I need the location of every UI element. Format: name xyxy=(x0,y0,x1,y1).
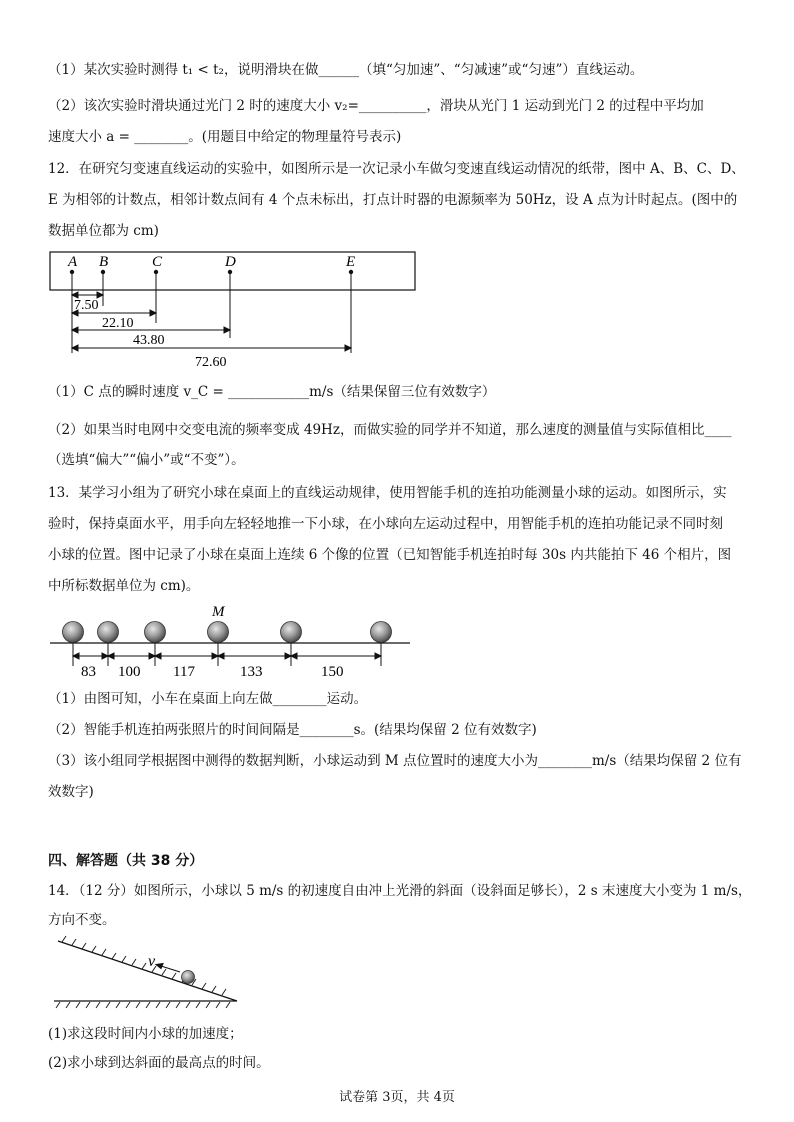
section-title: 四、解答题（共 38 分） xyxy=(48,853,204,869)
tape-label-a: A xyxy=(68,254,78,270)
tape-label-d: D xyxy=(225,254,236,270)
ball-6 xyxy=(371,622,392,643)
q12-part2-line1: （2）如果当时电网中交变电流的频率变成 49Hz，而做实验的同学并不知道，那么速度的测量值与实际值相比____ xyxy=(48,422,732,438)
gap-1: 83 xyxy=(81,664,96,680)
ball-m xyxy=(208,622,229,643)
velocity-label: v xyxy=(148,953,156,970)
slope-diagram xyxy=(50,935,245,1013)
q12-part2-line2: （选填“偏大”“偏小”或“不变”）。 xyxy=(48,452,245,468)
tape-dot-a xyxy=(70,270,74,274)
tape-dot-d xyxy=(228,270,232,274)
q13-stem-line1: 13．某学习小组为了研究小球在桌面上的直线运动规律，使用智能手机的连拍功能测量小球的运动。如图所示，实 xyxy=(48,485,727,501)
ball-1 xyxy=(63,622,84,643)
tape-label-c: C xyxy=(152,254,163,270)
q14-part1: (1)求这段时间内小球的加速度； xyxy=(48,1026,243,1042)
q13-part1: （1）由图可知，小车在桌面上向左做________运动。 xyxy=(48,691,368,707)
tape-dot-b xyxy=(101,270,105,274)
q14-stem-line1: 14．（12 分）如图所示，小球以 5 m/s 的初速度自由冲上光滑的斜面（设斜面足够长），2 s 末速度大小变为 1 m/s， xyxy=(48,883,752,899)
q13-part3-line2: 效数字) xyxy=(48,784,94,800)
tape-distance-ab: 7.50 xyxy=(74,298,99,313)
gap-3: 117 xyxy=(173,664,195,680)
q13-stem-line3: 小球的位置。图中记录了小球在桌面上连续 6 个像的位置（已知智能手机连拍时每 30s 内共能拍下 46 个相片，图 xyxy=(48,547,732,563)
q13-stem-line2: 验时，保持桌面水平，用手向左轻轻地推一下小球，在小球向左运动过程中，用智能手机的连拍功能记录不同时刻 xyxy=(48,516,723,532)
tape-dot-e xyxy=(349,270,353,274)
ball-2 xyxy=(98,622,119,643)
q11-part1: （1）某次实验时测得 t₁ < t₂，说明滑块在做______（填“匀加速”、“匀减速”或“匀速”）直线运动。 xyxy=(48,62,644,78)
gap-5: 150 xyxy=(321,664,344,680)
q12-stem-line2: E 为相邻的计数点，相邻计数点间有 4 个点未标出，打点计时器的电源频率为 50Hz，设 A 点为计时起点。(图中的 xyxy=(48,192,738,208)
tape-distance-ac: 22.10 xyxy=(102,316,134,331)
tape-distance-ad: 43.80 xyxy=(133,333,165,348)
q14-part2: (2)求小球到达斜面的最高点的时间。 xyxy=(48,1055,270,1071)
tape-label-b: B xyxy=(99,254,109,270)
tape-distance-ae: 72.60 xyxy=(195,355,227,370)
q11-part2-line2: 速度大小 a = ________。(用题目中给定的物理量符号表示) xyxy=(48,129,402,145)
tape-dot-c xyxy=(154,270,158,274)
tape-label-e: E xyxy=(346,254,356,270)
q12-part1: （1）C 点的瞬时速度 v_C = ____________m/s（结果保留三位有效数字） xyxy=(48,384,496,400)
q12-stem-line1: 12．在研究匀变速直线运动的实验中，如图所示是一次记录小车做匀变速直线运动情况的纸带，图中 A、B、C、D、 xyxy=(48,161,745,177)
gap-2: 100 xyxy=(118,664,141,680)
q13-part2: （2）智能手机连拍两张照片的时间间隔是________s。(结果均保留 2 位有效数字) xyxy=(48,722,537,738)
gap-4: 133 xyxy=(240,664,263,680)
q14-stem-line2: 方向不变。 xyxy=(48,912,116,928)
q11-part2-line1: （2）该次实验时滑块通过光门 2 时的速度大小 v₂=__________，滑块从光门 1 运动到光门 2 的过程中平均加 xyxy=(48,98,704,114)
q12-stem-line3: 数据单位都为 cm) xyxy=(48,223,159,239)
page-footer: 试卷第 3页，共 4页 xyxy=(339,1090,455,1105)
slope-ball xyxy=(182,971,195,984)
balls-diagram xyxy=(48,600,418,682)
q13-stem-line4: 中所标数据单位为 cm)。 xyxy=(48,578,200,594)
ball-5 xyxy=(281,622,302,643)
ball-m-label: M xyxy=(212,604,225,620)
q13-part3-line1: （3）该小组同学根据图中测得的数据判断，小球运动到 M 点位置时的速度大小为________m/s（结果均保留 2 位有 xyxy=(48,753,742,769)
ball-3 xyxy=(145,622,166,643)
tape-diagram xyxy=(45,248,425,370)
